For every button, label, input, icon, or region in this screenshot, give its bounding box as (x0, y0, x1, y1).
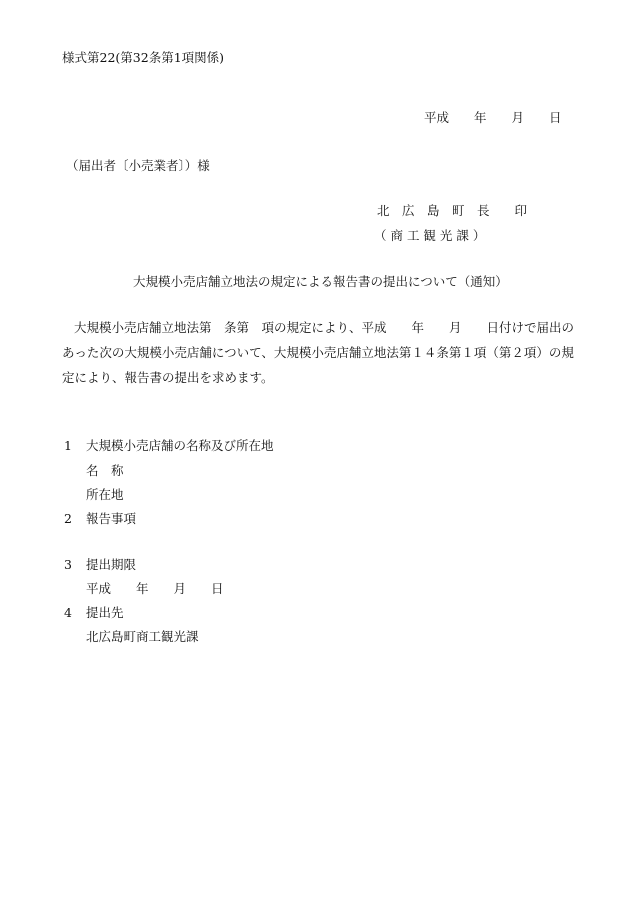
document-title: 大規模小売店舗立地法の規定による報告書の提出について（通知） (133, 274, 508, 289)
item-label-2: 報告事項 (86, 511, 137, 526)
item-label-1: 大規模小売店舗の名称及び所在地 (86, 438, 274, 453)
item-4-destination: 北広島町商工観光課 (86, 629, 199, 644)
form-number: 様式第22(第32条第1項関係) (62, 50, 225, 65)
addressee: （届出者〔小売業者〕）様 (66, 158, 210, 173)
item-number-1: 1 (64, 438, 72, 453)
sender-department: （ 商 工 観 光 課 ） (374, 228, 486, 243)
item-1-location-label: 所在地 (86, 487, 124, 502)
item-number-2: 2 (64, 511, 72, 526)
date-line: 平成 年 月 日 (424, 110, 562, 125)
body-line-2: あった次の大規模小売店舗について、大規模小売店舗立地法第１４条第１項（第２項）の規 (62, 345, 574, 360)
item-number-4: 4 (64, 605, 72, 620)
body-line-1: 大規模小売店舗立地法第 条第 項の規定により、平成 年 月 日付けで届出の (74, 320, 575, 335)
item-label-3: 提出期限 (86, 557, 137, 572)
body-line-3: 定により、報告書の提出を求めます。 (62, 370, 274, 385)
item-label-4: 提出先 (86, 605, 124, 620)
sender-name: 北 広 島 町 長 印 (377, 203, 528, 218)
item-1-name-label: 名 称 (86, 463, 124, 478)
item-3-deadline-date: 平成 年 月 日 (86, 581, 224, 596)
item-number-3: 3 (64, 557, 72, 572)
